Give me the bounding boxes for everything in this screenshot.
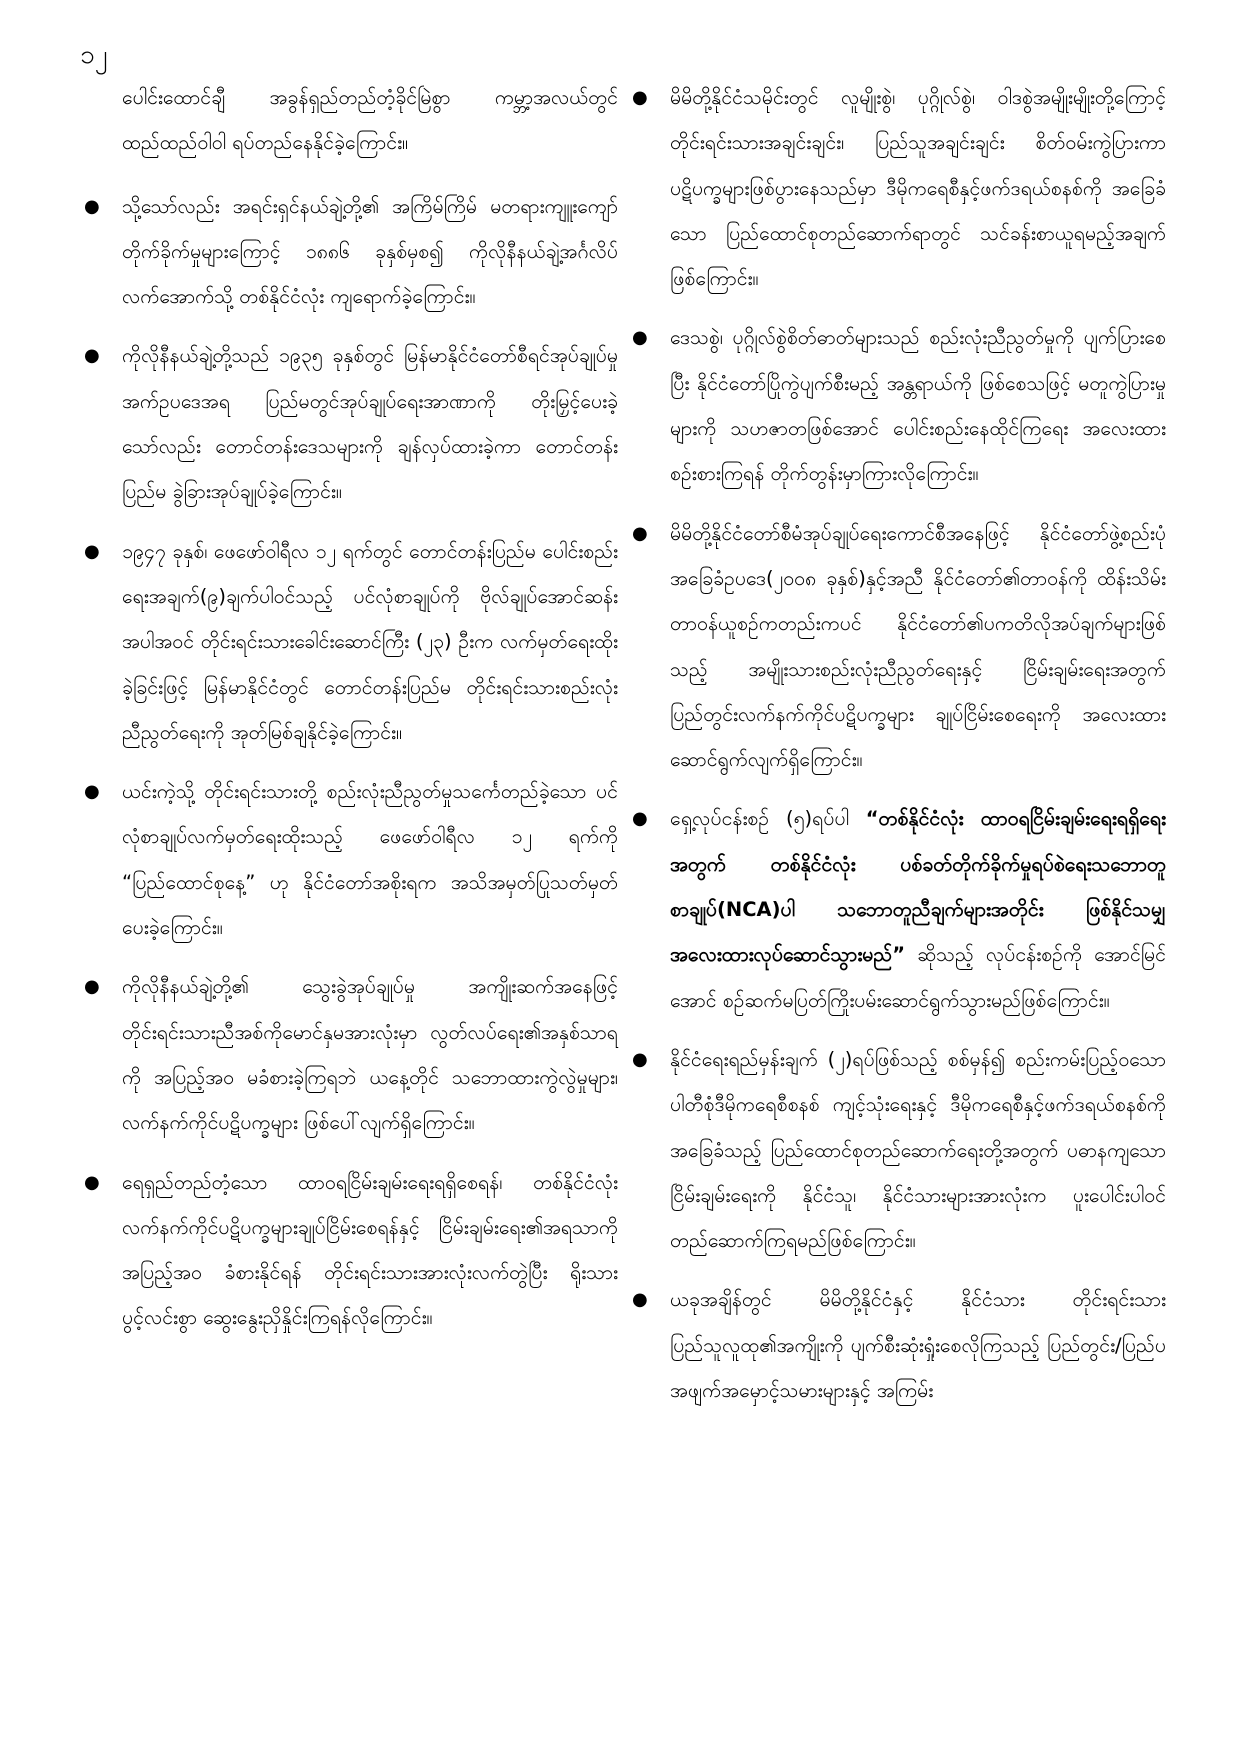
list-item — [632, 1277, 1166, 1413]
bullet-icon: ● — [632, 1289, 648, 1311]
bullet-icon: ● — [84, 540, 100, 562]
list-item — [84, 1160, 618, 1341]
bullet-icon: ● — [84, 1171, 100, 1193]
bullet-icon: ● — [84, 345, 100, 367]
bullet-icon: ● — [632, 522, 648, 544]
list-item-text: ၁၉၄၇ ခုနှစ်၊ ဖေဖော်ဝါရီလ ၁၂ ရက်တွင် တောင်တန်းပြည်မ ပေါင်းစည်းရေးအချက်(၉)ချက်ပါဝင်သည့် ပင်လုံစာချုပ်ကို ဗိုလ်ချုပ်အောင်ဆန်းအပါအဝင် တိုင်းရင်းသားခေါင်းဆောင်ကြီး (၂၃) ဦးက လက်မှတ်ရေးထိုးခဲ့ခြင်းဖြင့် မြန်မာနိုင်ငံတွင် တောင်တန်းပြည်မ တိုင်းရင်းသားစည်းလုံးညီညွတ်ရေးကို အုတ်မြစ်ချနိုင်ခဲ့ကြောင်း။ — [122, 539, 618, 744]
page-number: ၁၂ — [80, 40, 108, 70]
list-item — [84, 333, 618, 514]
list-item-suffix: ဆိုသည့် လုပ်ငန်းစဉ်ကို အောင်မြင်အောင် စဉ်ဆက်မပြတ်ကြိုးပမ်းဆောင်ရွက်သွားမည်ဖြစ်ကြောင်း။ — [670, 943, 1166, 1012]
list-item — [84, 769, 618, 950]
list-item-text: ရေရှည်တည်တံ့သော ထာဝရငြိမ်းချမ်းရေးရရှိစေရန်၊ တစ်နိုင်ငံလုံး လက်နက်ကိုင်ပဋိပက္ခများချုပ်ငြိမ်းစေရန်နှင့် ငြိမ်းချမ်းရေး၏အရသာကို အပြည့်အဝ ခံစားနိုင်ရန် တိုင်းရင်းသားအားလုံးလက်တွဲပြီး ရိုးသားပွင့်လင်းစွာ ဆွေးနွေးညှိနှိုင်းကြရန်လိုကြောင်း။ — [122, 1170, 618, 1330]
list-item-text: နိုင်ငံရေးရည်မှန်းချက် (၂)ရပ်ဖြစ်သည့် စစ်မှန်၍ စည်းကမ်းပြည့်ဝသော ပါတီစုံဒီမိုကရေစီစနစ် ကျင့်သုံးရေးနှင့် ဒီမိုကရေစီနှင့်ဖက်ဒရယ်စနစ်ကို အခြေခံသည့် ပြည်ထောင်စုတည်ဆောက်ရေးတို့အတွက် ပဓာနကျသော ငြိမ်းချမ်းရေးကို နိုင်ငံသူ၊ နိုင်ငံသားများအားလုံးက ပူးပေါင်းပါဝင်တည်ဆောက်ကြရမည်ဖြစ်ကြောင်း။ — [670, 1047, 1166, 1253]
bullet-icon: ● — [84, 781, 100, 803]
bullet-icon: ● — [632, 327, 648, 349]
list-item-text: ယင်းကဲ့သို့ တိုင်းရင်းသားတို့ စည်းလုံးညီညွတ်မှုသင်္ကေတည်ခဲ့သော ပင်လုံစာချုပ်လက်မှတ်ရေးထိုးသည့် ဖေဖော်ဝါရီလ ၁၂ ရက်ကို “ပြည်ထောင်စုနေ့” ဟု နိုင်ငံတော်အစိုးရက အသိအမှတ်ပြုသတ်မှတ်ပေးခဲ့ကြောင်း။ — [122, 780, 618, 940]
list-item — [632, 796, 1167, 1022]
bullet-icon: ● — [632, 808, 648, 830]
list-item-text: ကိုလိုနီနယ်ချဲ့တို့သည် ၁၉၃၅ ခုနှစ်တွင် မြန်မာနိုင်ငံတော်စီရင်အုပ်ချုပ်မှုအက်ဥပဒေအရ ပြည်မတွင်အုပ်ချုပ်ရေးအာဏာကို တိုးမြှင့်ပေးခဲ့သော်လည်း တောင်တန်းဒေသများကို ချန်လှပ်ထားခဲ့ကာ တောင်တန်းပြည်မ ခွဲခြားအုပ်ချုပ်ခဲ့ကြောင်း။ — [122, 344, 618, 504]
list-item — [632, 1037, 1166, 1263]
bullet-icon: ● — [632, 1048, 648, 1070]
list-item-text: မိမိတို့နိုင်ငံသမိုင်းတွင် လူမျိုးစွဲ၊ ပုဂ္ဂိုလ်စွဲ၊ ဝါဒစွဲအမျိုးမျိုးတို့ကြောင့် တိုင်းရင်းသားအချင်းချင်း၊ ပြည်သူအချင်းချင်း စိတ်ဝမ်းကွဲပြားကာ ပဋိပက္ခများဖြစ်ပွားနေသည်မှာ ဒီမိုကရေစီနှင့်ဖက်ဒရယ်စနစ်ကို အခြေခံသော ပြည်ထောင်စုတည်ဆောက်ရာတွင် သင်ခန်းစာယူရမည့်အချက်ဖြစ်ကြောင်း။ — [670, 86, 1166, 291]
list-item — [84, 184, 618, 320]
list-item — [632, 315, 1166, 496]
list-item — [632, 75, 1166, 301]
list-item-text: ဒေသစွဲ၊ ပုဂ္ဂိုလ်စွဲစိတ်ဓာတ်များသည် စည်းလုံးညီညွတ်မှုကို ပျက်ပြားစေပြီး နိုင်ငံတော်ပြိုကွဲပျက်စီးမည့် အန္တရာယ်ကို ဖြစ်စေသဖြင့် မတူကွဲပြားမှုများကို သဟဇာတဖြစ်အောင် ပေါင်းစည်းနေထိုင်ကြရေး အလေးထားစဉ်းစားကြရန် တိုက်တွန်းမှာကြားလိုကြောင်း။ — [670, 326, 1166, 486]
right-column — [632, 75, 1167, 1427]
list-item-text: သို့သော်လည်း အရင်းရှင်နယ်ချဲ့တို့၏ အကြိမ်ကြိမ် မတရားကျူးကျော်တိုက်ခိုက်မှုများကြောင့် ၁၈၈၆ ခုနှစ်မှစ၍ ကိုလိုနီနယ်ချဲ့အင်္ဂလိပ်လက်အောက်သို့ တစ်နိုင်ငံလုံး ကျရောက်ခဲ့ကြောင်း။ — [122, 194, 618, 309]
bullet-icon: ● — [84, 195, 100, 217]
list-item — [632, 511, 1166, 783]
continuation-paragraph: ပေါင်းထောင်ချီ အခွန်ရှည်တည်တံ့ခိုင်မြဲစွာ ကမ္ဘာ့အလယ်တွင် ထည်ထည်ဝါဝါ ရပ်တည်နေနိုင်ခဲ့ကြောင်း။ — [122, 86, 618, 155]
list-item-bold-text: “တစ်နိုင်ငံလုံး ထာဝရငြိမ်းချမ်းရေးရရှိရေးအတွက် တစ်နိုင်ငံလုံး ပစ်ခတ်တိုက်ခိုက်မှုရပ်စဲရေးသဘောတူစာချုပ်(NCA)ပါ သဘောတူညီချက်များအတိုင်း ဖြစ်နိုင်သမျှ အလေးထားလုပ်ဆောင်သွားမည်” — [670, 807, 1167, 967]
left-column — [84, 75, 618, 1355]
bullet-icon: ● — [84, 976, 100, 998]
list-item-prefix: ရှေ့လုပ်ငန်းစဉ် (၅)ရပ်ပါ — [670, 807, 866, 831]
list-item-text: မိမိတို့နိုင်ငံတော်စီမံအုပ်ချုပ်ရေးကောင်စီအနေဖြင့် နိုင်ငံတော်ဖွဲ့စည်းပုံအခြေခံဥပဒေ(၂၀၀၈ ခုနှစ်)နှင့်အညီ နိုင်ငံတော်၏တာဝန်ကို ထိန်းသိမ်းတာဝန်ယူစဉ်ကတည်းကပင် နိုင်ငံတော်၏ပကတိလိုအပ်ချက်များဖြစ်သည့် အမျိုးသားစည်းလုံးညီညွတ်ရေးနှင့် ငြိမ်းချမ်းရေးအတွက် ပြည်တွင်းလက်နက်ကိုင်ပဋိပက္ခများ ချုပ်ငြိမ်းစေရေးကို အလေးထားဆောင်ရွက်လျက်ရှိကြောင်း။ — [670, 521, 1166, 772]
list-item-text: ယခုအချိန်တွင် မိမိတို့နိုင်ငံနှင့် နိုင်ငံသား တိုင်းရင်းသားပြည်သူလူထု၏အကျိုးကို ပျက်စီးဆုံးရှုံးစေလိုကြသည့် ပြည်တွင်း/ပြည်ပ အဖျက်အမှောင့်သမားများနှင့် အကြမ်း — [670, 1288, 1166, 1403]
list-item — [84, 529, 618, 755]
list-item-text: ကိုလိုနီနယ်ချဲ့တို့၏ သွေးခွဲအုပ်ချုပ်မှု အကျိုးဆက်အနေဖြင့် တိုင်းရင်းသားညီအစ်ကိုမောင်နှမအားလုံးမှာ လွတ်လပ်ရေး၏အနှစ်သာရကို အပြည့်အဝ မခံစားခဲ့ကြရဘဲ ယနေ့တိုင် သဘောထားကွဲလွဲမှုများ၊ လက်နက်ကိုင်ပဋိပက္ခများ ဖြစ်ပေါ်လျက်ရှိကြောင်း။ — [122, 975, 618, 1135]
bullet-icon: ● — [632, 87, 648, 108]
list-item — [84, 964, 618, 1145]
